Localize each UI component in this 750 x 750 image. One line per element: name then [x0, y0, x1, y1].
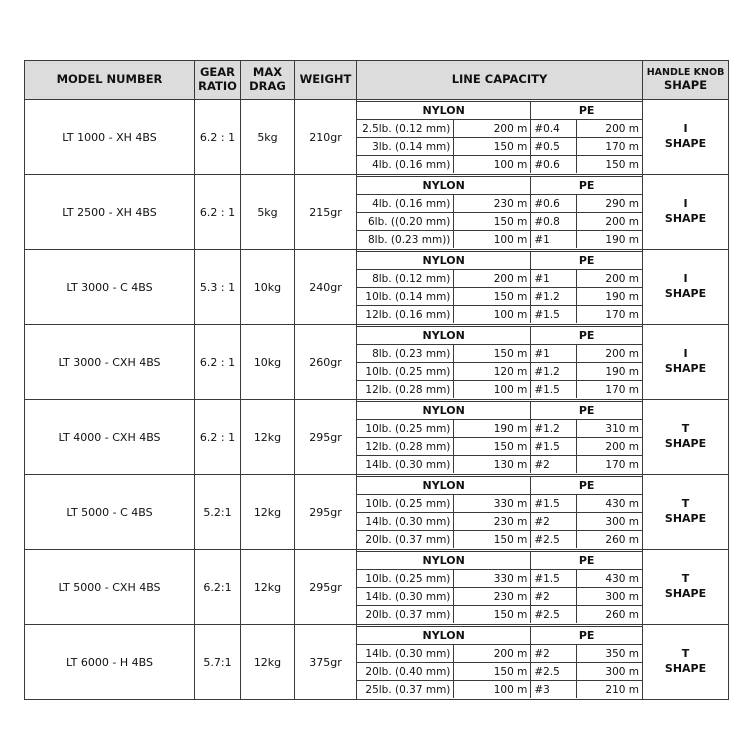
table-row — [25, 400, 729, 475]
table-row — [25, 475, 729, 550]
pe-length: 430 m — [576, 570, 642, 588]
nylon-length: 230 m — [454, 195, 531, 213]
pe-length: 200 m — [576, 270, 642, 288]
nylon-length: 130 m — [454, 456, 531, 474]
line-capacity-row — [357, 420, 642, 438]
line-capacity-row — [357, 156, 642, 174]
model-number-cell: LT 3000 - CXH 4BS — [25, 325, 195, 400]
pe-line-size: #2 — [531, 588, 577, 606]
nylon-length: 150 m — [454, 606, 531, 624]
nylon-length: 200 m — [454, 120, 531, 138]
pe-subheader: PE — [531, 102, 642, 120]
pe-length: 200 m — [576, 345, 642, 363]
line-capacity-row — [357, 495, 642, 513]
reel-spec-table — [24, 60, 729, 700]
nylon-subheader: NYLON — [357, 102, 531, 120]
nylon-line-spec: 20lb. (0.40 mm) — [357, 663, 454, 681]
nylon-subheader: NYLON — [357, 477, 531, 495]
handle-knob-shape-cell — [643, 400, 729, 475]
pe-length: 170 m — [576, 138, 642, 156]
shape-word: SHAPE — [664, 512, 707, 525]
line-capacity-subheader — [357, 177, 642, 195]
nylon-length: 230 m — [454, 513, 531, 531]
nylon-subheader: NYLON — [357, 552, 531, 570]
nylon-line-spec: 8lb. (0.23 mm)) — [357, 231, 454, 249]
model-number-cell: LT 1000 - XH 4BS — [25, 100, 195, 175]
header-model-number: MODEL NUMBER — [25, 61, 195, 100]
handle-knob-shape-cell — [643, 175, 729, 250]
max-drag-cell: 10kg — [241, 325, 295, 400]
nylon-length: 100 m — [454, 306, 531, 324]
shape-letter: I — [683, 197, 688, 211]
shape-letter: I — [683, 272, 688, 286]
line-capacity-table — [357, 251, 642, 323]
weight-cell: 295gr — [295, 400, 357, 475]
nylon-subheader: NYLON — [357, 627, 531, 645]
line-capacity-row — [357, 306, 642, 324]
line-capacity-row — [357, 456, 642, 474]
pe-line-size: #0.5 — [531, 138, 577, 156]
line-capacity-row — [357, 270, 642, 288]
pe-line-size: #0.8 — [531, 213, 577, 231]
nylon-length: 150 m — [454, 288, 531, 306]
pe-length: 200 m — [576, 438, 642, 456]
table-row — [25, 550, 729, 625]
max-drag-cell: 12kg — [241, 400, 295, 475]
gear-ratio-cell: 5.7:1 — [195, 625, 241, 700]
line-capacity-cell — [357, 325, 643, 400]
shape-word: SHAPE — [664, 437, 707, 450]
handle-knob-shape-cell — [643, 325, 729, 400]
pe-line-size: #1.5 — [531, 570, 577, 588]
pe-length: 300 m — [576, 663, 642, 681]
line-capacity-row — [357, 288, 642, 306]
max-drag-cell: 12kg — [241, 550, 295, 625]
pe-length: 170 m — [576, 456, 642, 474]
pe-line-size: #2 — [531, 645, 577, 663]
pe-subheader: PE — [531, 402, 642, 420]
pe-line-size: #1.2 — [531, 288, 577, 306]
gear-ratio-cell: 6.2 : 1 — [195, 100, 241, 175]
gear-ratio-cell: 5.2:1 — [195, 475, 241, 550]
nylon-line-spec: 4lb. (0.16 mm) — [357, 195, 454, 213]
handle-knob-shape-cell — [643, 550, 729, 625]
weight-cell: 295gr — [295, 550, 357, 625]
nylon-line-spec: 25lb. (0.37 mm) — [357, 681, 454, 699]
pe-subheader: PE — [531, 177, 642, 195]
pe-line-size: #0.4 — [531, 120, 577, 138]
pe-line-size: #2.5 — [531, 606, 577, 624]
nylon-subheader: NYLON — [357, 252, 531, 270]
nylon-line-spec: 10lb. (0.25 mm) — [357, 363, 454, 381]
handle-knob-shape-cell — [643, 475, 729, 550]
pe-length: 200 m — [576, 213, 642, 231]
nylon-length: 100 m — [454, 231, 531, 249]
spec-table — [24, 60, 728, 700]
line-capacity-row — [357, 570, 642, 588]
line-capacity-row — [357, 231, 642, 249]
gear-ratio-cell: 5.3 : 1 — [195, 250, 241, 325]
pe-line-size: #1.5 — [531, 381, 577, 399]
pe-length: 200 m — [576, 120, 642, 138]
nylon-line-spec: 12lb. (0.28 mm) — [357, 381, 454, 399]
nylon-line-spec: 4lb. (0.16 mm) — [357, 156, 454, 174]
header-gear-line1: GEAR — [199, 65, 236, 80]
gear-ratio-cell: 6.2 : 1 — [195, 400, 241, 475]
line-capacity-subheader — [357, 402, 642, 420]
header-drag-line1: MAX — [252, 65, 283, 80]
line-capacity-cell — [357, 475, 643, 550]
line-capacity-table — [357, 176, 642, 248]
max-drag-cell: 12kg — [241, 625, 295, 700]
gear-ratio-cell: 6.2 : 1 — [195, 325, 241, 400]
line-capacity-row — [357, 606, 642, 624]
nylon-line-spec: 8lb. (0.12 mm) — [357, 270, 454, 288]
line-capacity-table — [357, 626, 642, 698]
nylon-length: 200 m — [454, 270, 531, 288]
line-capacity-row — [357, 531, 642, 549]
model-number-cell: LT 2500 - XH 4BS — [25, 175, 195, 250]
line-capacity-subheader — [357, 552, 642, 570]
line-capacity-cell — [357, 400, 643, 475]
shape-word: SHAPE — [664, 587, 707, 600]
line-capacity-row — [357, 120, 642, 138]
pe-length: 150 m — [576, 156, 642, 174]
nylon-line-spec: 14lb. (0.30 mm) — [357, 588, 454, 606]
nylon-subheader: NYLON — [357, 402, 531, 420]
nylon-line-spec: 8lb. (0.23 mm) — [357, 345, 454, 363]
shape-letter: T — [681, 422, 690, 436]
line-capacity-row — [357, 513, 642, 531]
nylon-line-spec: 14lb. (0.30 mm) — [357, 513, 454, 531]
pe-line-size: #1 — [531, 345, 577, 363]
pe-length: 210 m — [576, 681, 642, 699]
nylon-line-spec: 10lb. (0.25 mm) — [357, 420, 454, 438]
line-capacity-row — [357, 195, 642, 213]
nylon-length: 330 m — [454, 570, 531, 588]
pe-length: 300 m — [576, 588, 642, 606]
weight-cell: 215gr — [295, 175, 357, 250]
pe-length: 170 m — [576, 306, 642, 324]
nylon-length: 150 m — [454, 531, 531, 549]
header-max-drag — [241, 61, 295, 100]
line-capacity-cell — [357, 100, 643, 175]
line-capacity-cell — [357, 625, 643, 700]
table-row — [25, 625, 729, 700]
pe-line-size: #1 — [531, 270, 577, 288]
nylon-length: 100 m — [454, 156, 531, 174]
header-drag-line2: DRAG — [249, 79, 286, 93]
line-capacity-subheader — [357, 102, 642, 120]
header-weight: WEIGHT — [295, 61, 357, 100]
nylon-length: 150 m — [454, 438, 531, 456]
line-capacity-row — [357, 681, 642, 699]
shape-word: SHAPE — [664, 287, 707, 300]
nylon-length: 190 m — [454, 420, 531, 438]
gear-ratio-cell: 6.2 : 1 — [195, 175, 241, 250]
nylon-line-spec: 20lb. (0.37 mm) — [357, 531, 454, 549]
header-handle-line1: HANDLE KNOB — [646, 67, 725, 79]
pe-subheader: PE — [531, 327, 642, 345]
line-capacity-cell — [357, 175, 643, 250]
gear-ratio-cell: 6.2:1 — [195, 550, 241, 625]
table-row — [25, 100, 729, 175]
pe-length: 350 m — [576, 645, 642, 663]
header-gear-line2: RATIO — [198, 79, 237, 93]
model-number-cell: LT 5000 - C 4BS — [25, 475, 195, 550]
table-row — [25, 175, 729, 250]
line-capacity-subheader — [357, 627, 642, 645]
pe-length: 190 m — [576, 231, 642, 249]
line-capacity-subheader — [357, 252, 642, 270]
nylon-line-spec: 20lb. (0.37 mm) — [357, 606, 454, 624]
pe-line-size: #2 — [531, 513, 577, 531]
table-row — [25, 250, 729, 325]
nylon-length: 330 m — [454, 495, 531, 513]
shape-letter: T — [681, 497, 690, 511]
nylon-length: 150 m — [454, 213, 531, 231]
line-capacity-table — [357, 326, 642, 398]
weight-cell: 210gr — [295, 100, 357, 175]
pe-length: 260 m — [576, 531, 642, 549]
header-line-capacity: LINE CAPACITY — [357, 61, 643, 100]
line-capacity-cell — [357, 250, 643, 325]
nylon-line-spec: 10lb. (0.25 mm) — [357, 495, 454, 513]
pe-line-size: #1.2 — [531, 363, 577, 381]
line-capacity-row — [357, 645, 642, 663]
nylon-length: 200 m — [454, 645, 531, 663]
model-number-cell: LT 4000 - CXH 4BS — [25, 400, 195, 475]
pe-line-size: #1.5 — [531, 306, 577, 324]
pe-line-size: #1.5 — [531, 438, 577, 456]
max-drag-cell: 12kg — [241, 475, 295, 550]
line-capacity-subheader — [357, 477, 642, 495]
nylon-line-spec: 10lb. (0.14 mm) — [357, 288, 454, 306]
nylon-line-spec: 12lb. (0.16 mm) — [357, 306, 454, 324]
model-number-cell: LT 3000 - C 4BS — [25, 250, 195, 325]
pe-line-size: #1 — [531, 231, 577, 249]
nylon-line-spec: 2.5lb. (0.12 mm) — [357, 120, 454, 138]
weight-cell: 260gr — [295, 325, 357, 400]
pe-line-size: #0.6 — [531, 195, 577, 213]
pe-line-size: #2.5 — [531, 531, 577, 549]
header-row — [25, 61, 729, 100]
nylon-line-spec: 3lb. (0.14 mm) — [357, 138, 454, 156]
max-drag-cell: 5kg — [241, 175, 295, 250]
pe-subheader: PE — [531, 552, 642, 570]
model-number-cell: LT 5000 - CXH 4BS — [25, 550, 195, 625]
shape-letter: I — [683, 347, 688, 361]
shape-letter: T — [681, 572, 690, 586]
pe-line-size: #2.5 — [531, 663, 577, 681]
shape-word: SHAPE — [664, 212, 707, 225]
shape-letter: I — [683, 122, 688, 136]
pe-subheader: PE — [531, 477, 642, 495]
pe-length: 430 m — [576, 495, 642, 513]
pe-subheader: PE — [531, 252, 642, 270]
pe-length: 310 m — [576, 420, 642, 438]
header-handle-line2: SHAPE — [663, 77, 708, 92]
shape-word: SHAPE — [664, 662, 707, 675]
line-capacity-table — [357, 101, 642, 173]
shape-word: SHAPE — [664, 137, 707, 150]
handle-knob-shape-cell — [643, 250, 729, 325]
nylon-line-spec: 14lb. (0.30 mm) — [357, 645, 454, 663]
nylon-subheader: NYLON — [357, 177, 531, 195]
model-number-cell: LT 6000 - H 4BS — [25, 625, 195, 700]
pe-length: 190 m — [576, 363, 642, 381]
shape-word: SHAPE — [664, 362, 707, 375]
nylon-length: 150 m — [454, 345, 531, 363]
weight-cell: 375gr — [295, 625, 357, 700]
handle-knob-shape-cell — [643, 100, 729, 175]
max-drag-cell: 10kg — [241, 250, 295, 325]
table-row — [25, 325, 729, 400]
line-capacity-table — [357, 401, 642, 473]
nylon-line-spec: 6lb. ((0.20 mm) — [357, 213, 454, 231]
pe-line-size: #3 — [531, 681, 577, 699]
header-gear-ratio — [195, 61, 241, 100]
line-capacity-cell — [357, 550, 643, 625]
line-capacity-row — [357, 213, 642, 231]
line-capacity-row — [357, 438, 642, 456]
nylon-length: 120 m — [454, 363, 531, 381]
pe-length: 170 m — [576, 381, 642, 399]
pe-length: 300 m — [576, 513, 642, 531]
pe-line-size: #2 — [531, 456, 577, 474]
pe-line-size: #1.2 — [531, 420, 577, 438]
line-capacity-row — [357, 345, 642, 363]
line-capacity-subheader — [357, 327, 642, 345]
pe-length: 260 m — [576, 606, 642, 624]
nylon-line-spec: 12lb. (0.28 mm) — [357, 438, 454, 456]
line-capacity-row — [357, 588, 642, 606]
nylon-length: 230 m — [454, 588, 531, 606]
handle-knob-shape-cell — [643, 625, 729, 700]
line-capacity-row — [357, 381, 642, 399]
line-capacity-row — [357, 363, 642, 381]
nylon-length: 100 m — [454, 381, 531, 399]
weight-cell: 240gr — [295, 250, 357, 325]
pe-line-size: #1.5 — [531, 495, 577, 513]
shape-letter: T — [681, 647, 690, 661]
pe-line-size: #0.6 — [531, 156, 577, 174]
nylon-line-spec: 14lb. (0.30 mm) — [357, 456, 454, 474]
header-handle-knob-shape — [643, 61, 729, 100]
max-drag-cell: 5kg — [241, 100, 295, 175]
nylon-subheader: NYLON — [357, 327, 531, 345]
pe-length: 290 m — [576, 195, 642, 213]
line-capacity-table — [357, 476, 642, 548]
nylon-length: 100 m — [454, 681, 531, 699]
line-capacity-table — [357, 551, 642, 623]
weight-cell: 295gr — [295, 475, 357, 550]
table-body — [25, 100, 729, 700]
nylon-length: 150 m — [454, 138, 531, 156]
pe-length: 190 m — [576, 288, 642, 306]
nylon-length: 150 m — [454, 663, 531, 681]
nylon-line-spec: 10lb. (0.25 mm) — [357, 570, 454, 588]
line-capacity-row — [357, 663, 642, 681]
line-capacity-row — [357, 138, 642, 156]
pe-subheader: PE — [531, 627, 642, 645]
